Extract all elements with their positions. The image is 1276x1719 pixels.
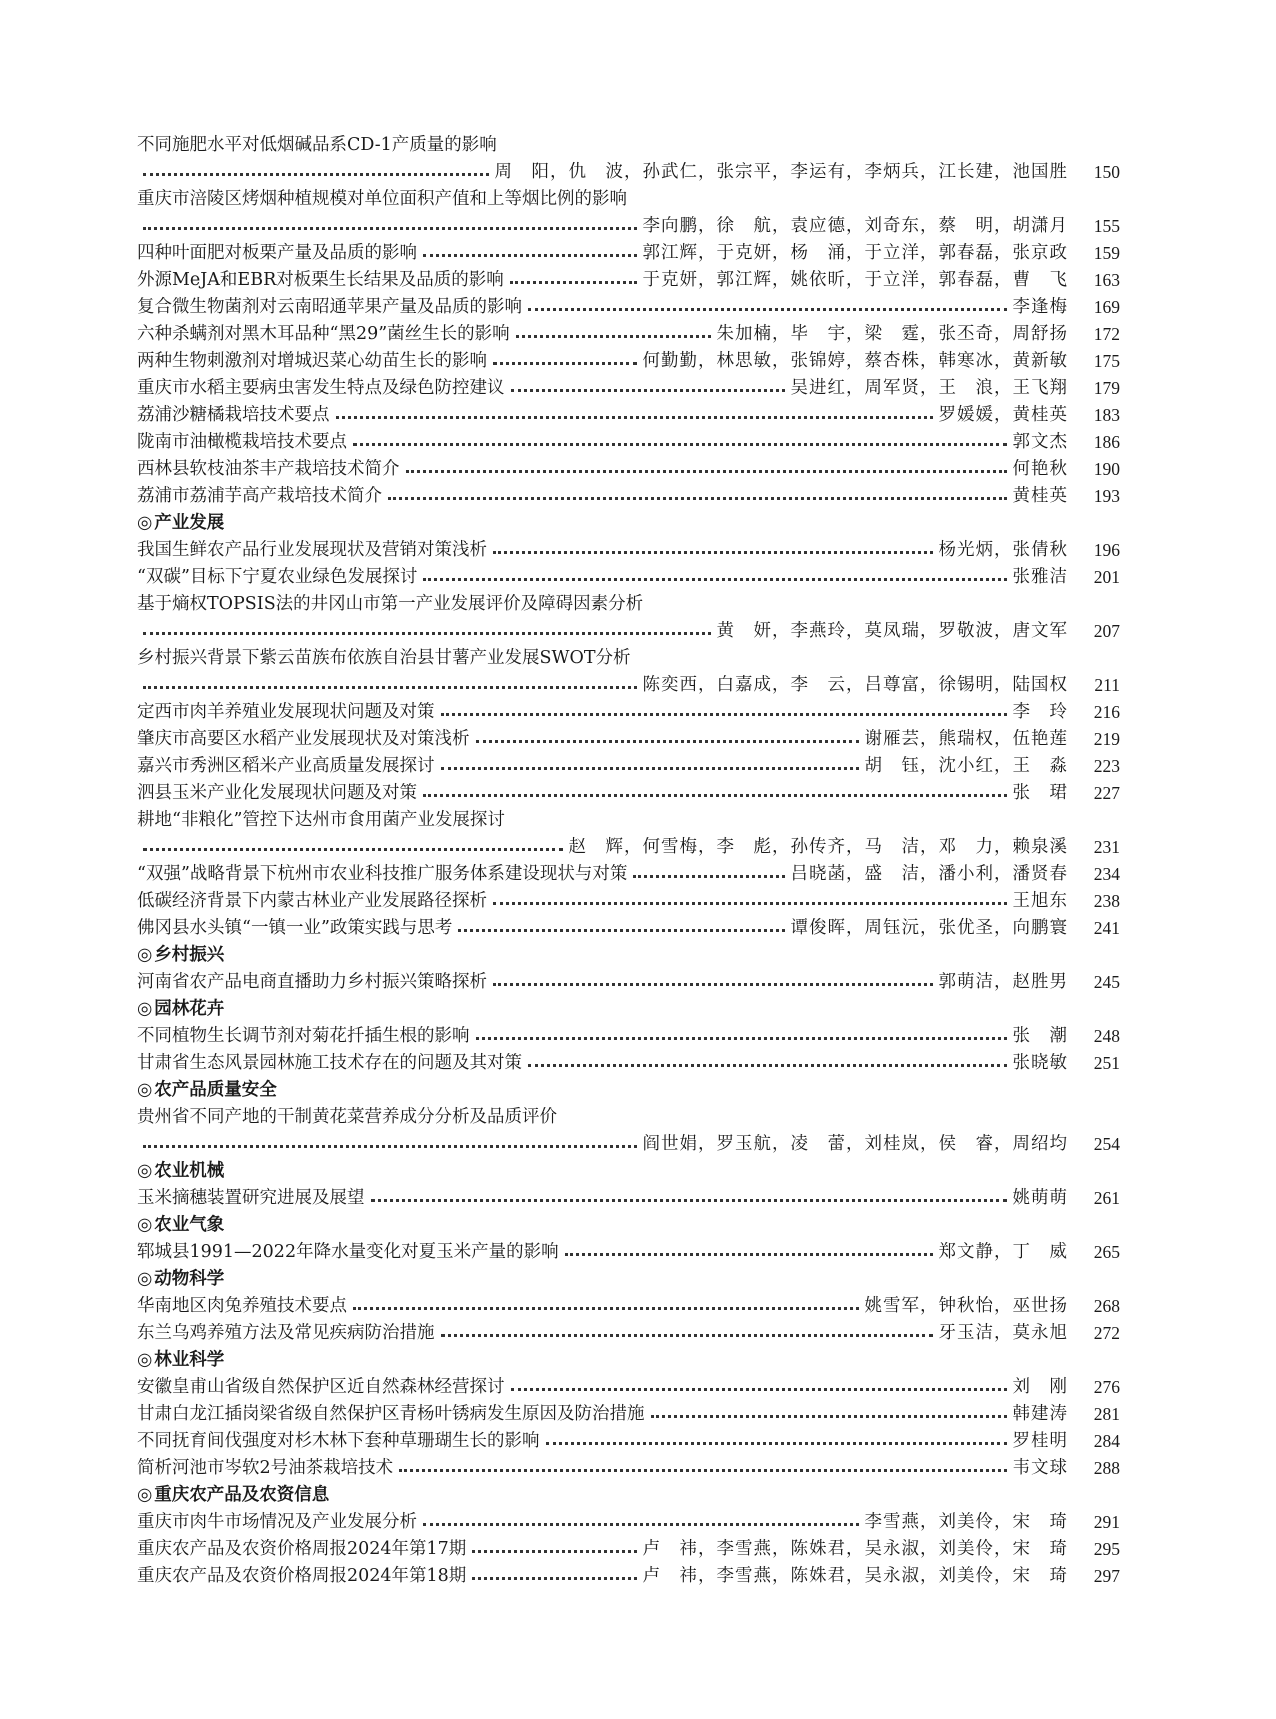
entry-authors: 卢 祎，李雪燕，陈姝君，吴永淑，刘美伶，宋 琦 [642,1566,1068,1586]
entry-title: 东兰乌鸡养殖方法及常见疾病防治措施 [137,1323,435,1343]
entry-title: 华南地区肉兔养殖技术要点 [137,1296,347,1316]
entry-authors: 郭江辉，于克妍，杨 涌，于立洋，郭春磊，张京政 [642,243,1068,263]
dot-leader [388,497,1007,500]
entry-title: 重庆农产品及农资价格周报2024年第17期 [137,1539,467,1559]
toc-entry [137,1023,1120,1050]
dot-leader [493,902,1007,905]
section-title: 动物科学 [154,1269,225,1289]
dot-leader [493,983,933,986]
toc-entry [137,1374,1120,1401]
entry-page-number: 295 [1093,1539,1120,1559]
section-marker: ◎ [137,1350,153,1370]
entry-title: 重庆市肉牛市场情况及产业发展分析 [137,1512,417,1532]
toc-entry [137,1185,1120,1212]
entry-title: 西林县软枝油茶丰产栽培技术简介 [137,459,400,479]
section-heading [137,996,1120,1023]
entry-title: 贵州省不同产地的干制黄花菜营养成分分析及品质评价 [137,1107,557,1127]
entry-authors: 刘 刚 [1012,1377,1068,1397]
entry-authors: 赵 辉，何雪梅，李 彪，孙传齐，马 洁，邓 力，赖泉溪 [568,837,1068,857]
dot-leader [633,875,784,878]
entry-page-number: 193 [1093,486,1120,506]
entry-page-number: 186 [1093,432,1120,452]
entry-authors: 张雅洁 [1012,567,1068,587]
toc-entry-continuation [137,618,1120,645]
entry-title: 河南省农产品电商直播助力乡村振兴策略探析 [137,972,487,992]
section-marker: ◎ [137,1161,153,1181]
toc-entry [137,1455,1120,1482]
section-title: 农产品质量安全 [154,1080,277,1100]
entry-title: “双碳”目标下宁夏农业绿色发展探讨 [137,567,418,587]
entry-authors: 吕晓菡，盛 洁，潘小利，潘贤春 [790,864,1068,884]
entry-page-number: 196 [1093,540,1120,560]
entry-page-number: 211 [1094,675,1120,695]
entry-page-number: 251 [1093,1053,1120,1073]
section-heading [137,1158,1120,1185]
entry-title: 不同植物生长调节剂对菊花扦插生根的影响 [137,1026,470,1046]
entry-title: 荔浦沙糖橘栽培技术要点 [137,405,330,425]
entry-authors: 谢雁芸，熊瑞权，伍艳莲 [864,729,1068,749]
entry-authors: 韩建涛 [1012,1404,1068,1424]
entry-authors: 卢 祎，李雪燕，陈姝君，吴永淑，刘美伶，宋 琦 [642,1539,1068,1559]
entry-page-number: 179 [1093,378,1120,398]
dot-leader [423,578,1006,581]
toc-entry [137,699,1120,726]
entry-authors: 李向鹏，徐 航，袁应德，刘奇东，蔡 明，胡潇月 [642,216,1068,236]
dot-leader [528,308,1007,311]
entry-page-number: 265 [1093,1242,1120,1262]
entry-authors: 张 潮 [1012,1026,1068,1046]
section-heading [137,1077,1120,1104]
dot-leader [476,740,859,743]
section-title: 园林花卉 [154,999,225,1019]
entry-title: 佛冈县水头镇“一镇一业”政策实践与思考 [137,918,453,938]
entry-authors: 郭文杰 [1012,432,1068,452]
toc-entry-continuation [137,159,1120,186]
entry-title: 定西市肉羊养殖业发展现状问题及对策 [137,702,435,722]
toc-entry [137,429,1120,456]
entry-page-number: 254 [1093,1134,1120,1154]
entry-title: “双强”战略背景下杭州市农业科技推广服务体系建设现状与对策 [137,864,628,884]
dot-leader [336,416,933,419]
entry-page-number: 227 [1093,783,1120,803]
entry-title: 甘肃省生态风景园林施工技术存在的问题及其对策 [137,1053,522,1073]
entry-authors: 韦文球 [1012,1458,1068,1478]
entry-title: 低碳经济背景下内蒙古林业产业发展路径探析 [137,891,487,911]
entry-authors: 姚萌萌 [1012,1188,1068,1208]
entry-authors: 郭萌洁，赵胜男 [938,972,1068,992]
toc-entry [137,888,1120,915]
entry-authors: 郑文静，丁 威 [938,1242,1068,1262]
entry-authors: 罗桂明 [1012,1431,1068,1451]
dot-leader [441,767,859,770]
entry-title: 不同施肥水平对低烟碱品系CD-1产质量的影响 [137,135,497,155]
toc-entry [137,1239,1120,1266]
section-title: 林业科学 [154,1350,225,1370]
toc-entry [137,1509,1120,1536]
entry-title: 重庆市水稻主要病虫害发生特点及绿色防控建议 [137,378,505,398]
toc-entry-continuation [137,1131,1120,1158]
entry-authors: 吴进红，周军贤，王 浪，王飞翔 [790,378,1068,398]
section-marker: ◎ [137,1215,153,1235]
toc-entry [137,240,1120,267]
entry-page-number: 272 [1093,1323,1120,1343]
toc-entry [137,1050,1120,1077]
entry-authors: 朱加楠，毕 宇，梁 霆，张丕奇，周舒扬 [716,324,1068,344]
entry-title: 重庆市涪陵区烤烟种植规模对单位面积产值和上等烟比例的影响 [137,189,627,209]
entry-title: 外源MeJA和EBR对板栗生长结果及品质的影响 [137,270,504,290]
toc-entry [137,726,1120,753]
toc-entry [137,294,1120,321]
section-marker: ◎ [137,513,153,533]
toc-entry [137,537,1120,564]
dot-leader [353,1307,859,1310]
toc-entry [137,402,1120,429]
section-marker: ◎ [137,999,153,1019]
entry-authors: 胡 钰，沈小红，王 淼 [864,756,1068,776]
toc-entry-continuation [137,213,1120,240]
entry-title: 六种杀螨剂对黑木耳品种“黑29”菌丝生长的影响 [137,324,510,344]
dot-leader [406,470,1007,473]
entry-authors: 王旭东 [1012,891,1068,911]
entry-page-number: 281 [1093,1404,1120,1424]
entry-authors: 牙玉洁，莫永旭 [938,1323,1068,1343]
entry-title: 基于熵权TOPSIS法的井冈山市第一产业发展评价及障碍因素分析 [137,594,644,614]
entry-page-number: 172 [1093,324,1120,344]
entry-page-number: 155 [1093,216,1120,236]
entry-authors: 李逢梅 [1012,297,1068,317]
toc-entry [137,1320,1120,1347]
entry-title: 嘉兴市秀洲区稻米产业高质量发展探讨 [137,756,435,776]
entry-authors: 黄 妍，李燕玲，莫凤瑞，罗敬波，唐文军 [716,621,1068,641]
entry-authors: 周 阳，仇 波，孙武仁，张宗平，李运有，李炳兵，江长建，池国胜 [494,162,1068,182]
entry-authors: 李雪燕，刘美伶，宋 琦 [864,1512,1068,1532]
entry-page-number: 288 [1093,1458,1120,1478]
dot-leader [441,1334,933,1337]
entry-title: 玉米摘穗装置研究进展及展望 [137,1188,365,1208]
toc-entry [137,456,1120,483]
dot-leader [651,1415,1007,1418]
section-title: 产业发展 [154,513,225,533]
section-heading [137,1482,1120,1509]
toc-entry [137,1563,1120,1590]
toc-entry-continuation [137,834,1120,861]
entry-page-number: 159 [1093,243,1120,263]
dot-leader [511,389,785,392]
dot-leader [493,362,637,365]
entry-page-number: 241 [1093,918,1120,938]
section-heading [137,1212,1120,1239]
entry-authors: 于克妍，郭江辉，姚依昕，于立洋，郭春磊，曹 飞 [642,270,1068,290]
entry-authors: 阎世娟，罗玉航，凌 蕾，刘桂岚，侯 睿，周绍均 [642,1134,1068,1154]
entry-page-number: 163 [1093,270,1120,290]
section-heading [137,1266,1120,1293]
entry-page-number: 261 [1093,1188,1120,1208]
toc-entry [137,1536,1120,1563]
toc-entry [137,483,1120,510]
dot-leader [423,254,637,257]
section-heading [137,1347,1120,1374]
entry-authors: 杨光炳，张倩秋 [938,540,1068,560]
entry-title: 陇南市油橄榄栽培技术要点 [137,432,347,452]
dot-leader [441,713,1007,716]
entry-title: 重庆农产品及农资价格周报2024年第18期 [137,1566,467,1586]
dot-leader [399,1469,1006,1472]
section-heading [137,510,1120,537]
entry-page-number: 150 [1093,162,1120,182]
entry-authors: 陈奕西，白嘉成，李 云，吕尊富，徐锡明，陆国权 [642,675,1068,695]
entry-page-number: 183 [1093,405,1120,425]
toc-entry [137,969,1120,996]
entry-page-number: 219 [1093,729,1120,749]
entry-page-number: 238 [1093,891,1120,911]
dot-leader [143,686,637,689]
entry-page-number: 276 [1093,1377,1120,1397]
entry-title: 耕地“非粮化”管控下达州市食用菌产业发展探讨 [137,810,505,830]
entry-page-number: 291 [1093,1512,1120,1532]
entry-title: 安徽皇甫山省级自然保护区近自然森林经营探讨 [137,1377,505,1397]
toc-entry [137,915,1120,942]
dot-leader [476,1037,1007,1040]
entry-authors: 张 珺 [1012,783,1068,803]
dot-leader [493,551,933,554]
dot-leader [143,632,711,635]
dot-leader [143,227,637,230]
toc-entry [137,1428,1120,1455]
dot-leader [472,1577,636,1580]
toc-entry [137,321,1120,348]
entry-page-number: 169 [1093,297,1120,317]
section-marker: ◎ [137,1080,153,1100]
entry-page-number: 190 [1093,459,1120,479]
table-of-contents [137,132,1120,1590]
entry-page-number: 216 [1093,702,1120,722]
entry-title: 郓城县1991—2022年降水量变化对夏玉米产量的影响 [137,1242,559,1262]
entry-title: 甘肃白龙江插岗梁省级自然保护区青杨叶锈病发生原因及防治措施 [137,1404,645,1424]
entry-authors: 罗媛媛，黄桂英 [938,405,1068,425]
entry-page-number: 248 [1093,1026,1120,1046]
entry-page-number: 201 [1093,567,1120,587]
entry-title: 复合微生物菌剂对云南昭通苹果产量及品质的影响 [137,297,522,317]
dot-leader [510,281,637,284]
entry-authors: 李 玲 [1012,702,1068,722]
dot-leader [143,1145,637,1148]
dot-leader [565,1253,933,1256]
toc-entry [137,861,1120,888]
dot-leader [371,1199,1007,1202]
entry-page-number: 175 [1093,351,1120,371]
entry-page-number: 223 [1093,756,1120,776]
toc-entry [137,1293,1120,1320]
entry-title: 简析河池市岑软2号油茶栽培技术 [137,1458,394,1478]
dot-leader [423,794,1007,797]
entry-page-number: 207 [1093,621,1120,641]
entry-page-number: 234 [1093,864,1120,884]
dot-leader [423,1523,859,1526]
entry-authors: 何勤勤，林思敏，张锦婷，蔡杏株，韩寒冰，黄新敏 [642,351,1068,371]
section-heading [137,942,1120,969]
dot-leader [143,173,489,176]
entry-page-number: 245 [1093,972,1120,992]
section-title: 农业机械 [154,1161,225,1181]
toc-entry [137,1401,1120,1428]
entry-title: 我国生鲜农产品行业发展现状及营销对策浅析 [137,540,487,560]
entry-title: 乡村振兴背景下紫云苗族布依族自治县甘薯产业发展SWOT分析 [137,648,631,668]
dot-leader [458,929,784,932]
section-marker: ◎ [137,1269,153,1289]
toc-entry [137,753,1120,780]
toc-entry [137,780,1120,807]
entry-title: 泗县玉米产业化发展现状问题及对策 [137,783,417,803]
entry-title: 肇庆市高要区水稻产业发展现状及对策浅析 [137,729,470,749]
dot-leader [353,443,1007,446]
toc-entry [137,348,1120,375]
dot-leader [516,335,711,338]
entry-page-number: 297 [1093,1566,1120,1586]
section-title: 农业气象 [154,1215,225,1235]
entry-authors: 张晓敏 [1012,1053,1068,1073]
entry-title: 四种叶面肥对板栗产量及品质的影响 [137,243,417,263]
entry-title: 荔浦市荔浦芋高产栽培技术简介 [137,486,382,506]
toc-entry [137,375,1120,402]
section-marker: ◎ [137,945,153,965]
toc-entry-continuation [137,672,1120,699]
entry-title: 两种生物刺激剂对增城迟菜心幼苗生长的影响 [137,351,487,371]
entry-title: 不同抚育间伐强度对杉木林下套种草珊瑚生长的影响 [137,1431,540,1451]
entry-page-number: 284 [1093,1431,1120,1451]
dot-leader [143,848,563,851]
entry-authors: 姚雪军，钟秋怡，巫世扬 [864,1296,1068,1316]
dot-leader [528,1064,1007,1067]
entry-authors: 何艳秋 [1012,459,1068,479]
toc-entry [137,564,1120,591]
entry-authors: 谭俊晖，周钰沅，张优圣，向鹏寰 [790,918,1068,938]
dot-leader [546,1442,1007,1445]
toc-entry [137,267,1120,294]
section-title: 重庆农产品及农资信息 [154,1485,330,1505]
section-title: 乡村振兴 [154,945,225,965]
dot-leader [511,1388,1007,1391]
section-marker: ◎ [137,1485,153,1505]
entry-authors: 黄桂英 [1012,486,1068,506]
entry-page-number: 231 [1093,837,1120,857]
dot-leader [472,1550,636,1553]
entry-page-number: 268 [1093,1296,1120,1316]
